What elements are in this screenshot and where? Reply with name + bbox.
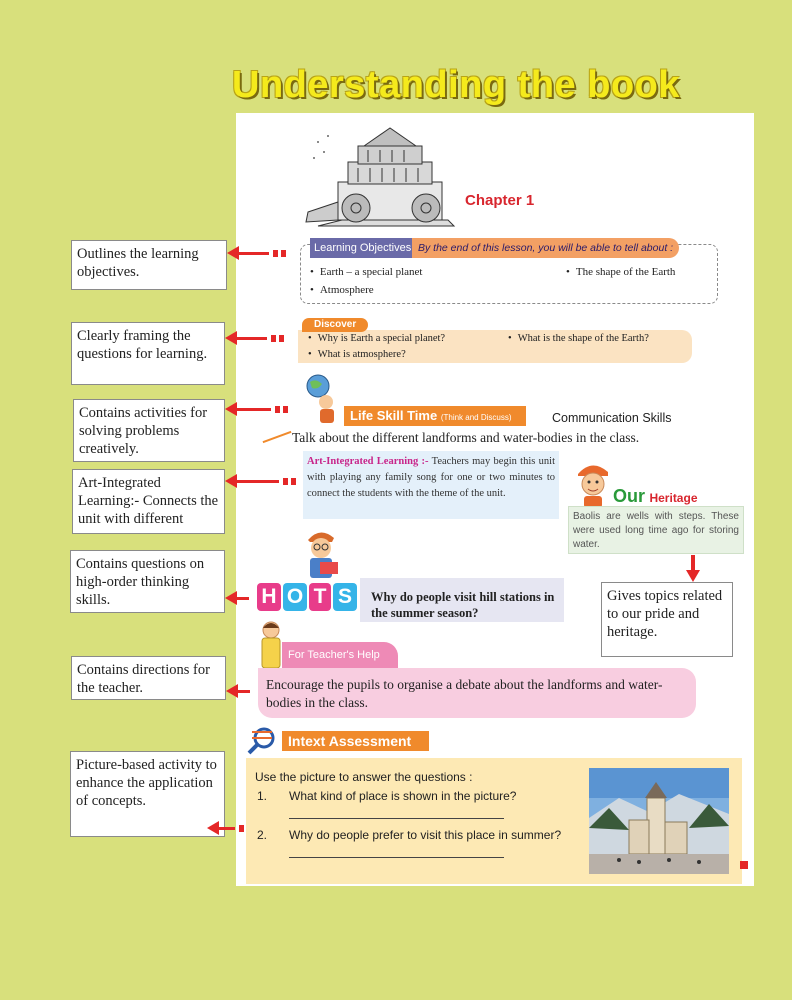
arrow-icon <box>225 478 297 484</box>
arrow-icon <box>225 335 285 341</box>
arrow-icon <box>226 688 256 694</box>
globe-kid-icon <box>304 374 344 428</box>
callout-learning-objectives: Outlines the learning objectives. <box>71 240 227 290</box>
callout-heritage: Gives topics related to our pride and heritage. <box>601 582 733 657</box>
red-marker <box>740 861 748 869</box>
callout-art-integrated: Art-Integrated Learning:- Connects the unit with different <box>72 469 225 534</box>
intext-intro: Use the picture to answer the questions : <box>255 770 473 784</box>
hots-logo <box>257 583 357 613</box>
arrow-down-icon <box>686 555 700 583</box>
question-number: 2. <box>257 828 268 842</box>
skill-name: Communication Skills <box>552 411 672 425</box>
teacher-help-tag: For Teacher's Help <box>282 642 398 668</box>
objective-item: • Atmosphere <box>310 284 374 296</box>
arrow-icon <box>207 825 247 831</box>
question-text: Why do people prefer to visit this place in summer? <box>289 828 562 842</box>
learning-objectives-tag: Learning Objectives <box>310 238 415 258</box>
discover-tag: Discover <box>302 318 368 332</box>
art-integrated-box: Art-Integrated Learning :- Teachers may begin this unit with playing any family song for one or two minutes to connect the students with the theme of the unit. <box>303 451 559 519</box>
teacher-icon <box>258 620 284 670</box>
hots-question: Why do people visit hill stations in the summer season? <box>371 590 555 620</box>
question-number: 1. <box>257 789 268 803</box>
life-skill-text: Talk about the different landforms and water-bodies in the class. <box>292 430 640 445</box>
hots-letter: O <box>283 583 307 611</box>
answer-line <box>289 818 504 819</box>
hots-letter: H <box>257 583 281 611</box>
arrow-icon <box>227 250 287 256</box>
heritage-heading: Our Heritage <box>613 486 698 506</box>
discover-item: • What is atmosphere? <box>308 349 406 360</box>
life-skill-tag: Life Skill Time (Think and Discuss) <box>344 406 526 426</box>
arrow-icon <box>225 406 289 412</box>
callout-teacher: Contains directions for the teacher. <box>71 656 226 700</box>
hill-station-photo <box>589 768 729 874</box>
learning-objectives-intro: By the end of this lesson, you will be able to tell about : <box>412 238 679 258</box>
objective-item: • Earth – a special planet <box>310 266 422 278</box>
question-text: What kind of place is shown in the picture? <box>289 789 517 803</box>
chapter-heading: Chapter 1 <box>465 192 535 209</box>
magnifier-icon <box>246 726 280 756</box>
temple-chariot-illustration <box>298 122 462 228</box>
intext-assessment-tag: Intext Assessment <box>282 731 429 751</box>
reading-kid-icon <box>300 526 344 582</box>
arrow-icon <box>225 595 255 601</box>
callout-hots: Contains questions on high-order thinking skills. <box>70 550 225 613</box>
answer-line <box>289 857 504 858</box>
objective-item: • The shape of the Earth <box>566 266 675 278</box>
discover-item: • Why is Earth a special planet? <box>308 333 445 344</box>
callout-picture-activity: Picture-based activity to enhance the application of concepts. <box>70 751 225 837</box>
heritage-box: Baolis are wells with steps. These were used long time ago for storing water. <box>568 506 744 554</box>
hots-letter: T <box>309 583 331 611</box>
callout-life-skill: Contains activities for solving problems creatively. <box>73 399 225 462</box>
callout-discover: Clearly framing the questions for learning. <box>71 322 225 385</box>
hots-letter: S <box>333 583 357 611</box>
teacher-help-text: Encourage the pupils to organise a debate about the landforms and water- bodies in the class. <box>266 677 663 710</box>
discover-item: • What is the shape of the Earth? <box>508 333 649 344</box>
heritage-kid-icon <box>574 460 614 508</box>
page-title: Understanding the book <box>232 64 680 106</box>
